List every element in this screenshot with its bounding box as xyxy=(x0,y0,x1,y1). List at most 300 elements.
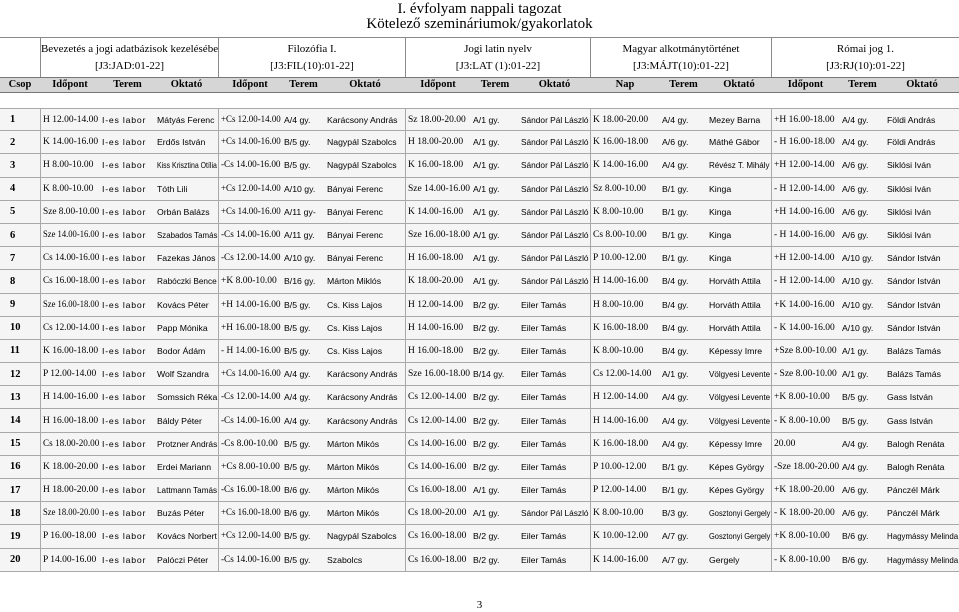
cell-time xyxy=(40,317,100,339)
cell-teacher xyxy=(707,386,771,408)
cell-room-text: I-es labor xyxy=(102,253,147,264)
course-code: [J3:LAT (1):01-22] xyxy=(455,59,541,72)
cell-room xyxy=(282,479,325,501)
cell-teacher xyxy=(519,270,590,292)
cell-teacher xyxy=(519,386,590,408)
cell-room xyxy=(660,109,707,130)
cell-teacher-text: Siklósi Iván xyxy=(887,230,931,241)
cell-group-text: 20 xyxy=(10,554,21,566)
cell-time-text: - K 8.00-10.00 xyxy=(774,554,830,565)
cell-room-text: A/6 gy. xyxy=(842,206,869,217)
cell-teacher-text: Eiler Tamás xyxy=(521,461,567,472)
cell-teacher xyxy=(325,247,405,269)
cell-room-text: B/1 gy. xyxy=(662,206,689,217)
column-header-teacher: Oktató xyxy=(170,79,203,90)
cell-teacher-text: Völgyesi Levente xyxy=(709,392,771,403)
cell-time xyxy=(590,479,660,501)
cell-time xyxy=(771,433,840,455)
cell-time-text: +H 12.00-14.00 xyxy=(774,253,835,264)
cell-teacher-text: Földi András xyxy=(887,137,936,148)
cell-room-text: B/5 gy. xyxy=(284,461,311,472)
cell-room-text: A/4 gy. xyxy=(662,114,689,125)
cell-time xyxy=(590,270,660,292)
cell-room-text: B/1 gy. xyxy=(662,461,689,472)
cell-room xyxy=(471,201,519,223)
cell-teacher-text: Gergely xyxy=(709,554,740,565)
cell-room-text: B/6 gy. xyxy=(284,508,311,519)
cell-teacher-text: Karácsony András xyxy=(327,392,398,403)
cell-room xyxy=(100,479,155,501)
cell-room-text: B/3 gy. xyxy=(662,508,689,519)
table-row xyxy=(0,409,959,432)
page-number: 3 xyxy=(476,599,483,611)
cell-teacher xyxy=(707,294,771,316)
cell-room-text: A/7 gy. xyxy=(662,531,689,542)
cell-time xyxy=(405,456,471,478)
cell-room-text: B/5 gy. xyxy=(284,438,311,449)
cell-teacher-text: Kiss Krisztina Otília xyxy=(157,160,217,171)
cell-room-text: A/10 gy. xyxy=(284,183,316,194)
cell-room-text: B/14 gy. xyxy=(473,369,505,380)
cell-teacher-text: Cs. Kiss Lajos xyxy=(327,322,383,333)
cell-teacher xyxy=(707,549,771,571)
cell-time-text: H 16.00-18.00 xyxy=(408,345,464,356)
cell-room xyxy=(660,178,707,200)
cell-time xyxy=(40,502,100,524)
cell-teacher-text: Képes György xyxy=(709,485,765,496)
cell-teacher-text: Horváth Attila xyxy=(709,276,761,287)
cell-room xyxy=(660,224,707,246)
cell-room xyxy=(660,525,707,547)
course-name: Jogi latin nyelv xyxy=(464,42,532,55)
cell-time xyxy=(771,224,840,246)
cell-teacher-text: Márton Mikós xyxy=(327,461,380,472)
cell-room-text: A/10 gy. xyxy=(842,322,874,333)
cell-time xyxy=(590,456,660,478)
cell-time-text: H 8.00-10.00 xyxy=(593,299,644,310)
cell-room-text: B/5 gy. xyxy=(842,415,869,426)
cell-time xyxy=(590,201,660,223)
cell-time-text: H 14.00-16.00 xyxy=(593,415,649,426)
course-name: Bevezetés a jogi adatbázisok kezelésébe xyxy=(40,42,218,55)
cell-teacher-text: Eiler Tamás xyxy=(521,299,567,310)
cell-room-text: I-es labor xyxy=(102,415,147,426)
cell-teacher xyxy=(325,340,405,362)
cell-teacher xyxy=(519,525,590,547)
cell-time xyxy=(218,386,282,408)
cell-time-text: -Cs 14.00-16.00 xyxy=(221,230,281,241)
cell-time-text: H 12.00-14.00 xyxy=(593,392,649,403)
cell-time xyxy=(771,131,840,153)
cell-teacher xyxy=(155,502,218,524)
cell-time xyxy=(771,340,840,362)
cell-group-text: 6 xyxy=(10,229,16,241)
cell-teacher-text: Sándor István xyxy=(887,253,941,264)
cell-room xyxy=(840,224,885,246)
cell-room xyxy=(660,340,707,362)
cell-teacher-text: Balázs Tamás xyxy=(887,369,941,380)
cell-time-text: Cs 14.00-16.00 xyxy=(408,438,467,449)
cell-teacher-text: Képessy Imre xyxy=(709,345,763,356)
cell-time xyxy=(218,340,282,362)
cell-teacher-text: Wolf Szandra xyxy=(157,369,209,380)
cell-time xyxy=(771,317,840,339)
cell-teacher xyxy=(155,294,218,316)
course-header-row xyxy=(0,37,959,77)
cell-teacher-text: Kovács Norbert xyxy=(157,531,217,542)
course-header xyxy=(405,37,590,77)
cell-group-text: 12 xyxy=(10,368,21,380)
cell-teacher-text: Sándor Pál László xyxy=(521,160,589,171)
page-title: I. évfolyam nappali tagozat xyxy=(397,1,562,17)
cell-teacher-text: Papp Mónika xyxy=(157,322,208,333)
cell-time xyxy=(40,386,100,408)
cell-time xyxy=(218,317,282,339)
cell-teacher-text: Bodor Ádám xyxy=(157,345,206,356)
cell-room-text: I-es labor xyxy=(102,554,147,565)
cell-teacher-text: Palóczi Péter xyxy=(157,554,209,565)
cell-room xyxy=(282,131,325,153)
cell-teacher xyxy=(707,340,771,362)
cell-time xyxy=(218,456,282,478)
cell-room xyxy=(840,433,885,455)
cell-room-text: A/1 gy. xyxy=(473,230,500,241)
cell-teacher xyxy=(885,363,959,385)
cell-teacher xyxy=(707,409,771,431)
cell-time-text: +Cs 12.00-14.00 xyxy=(221,183,281,194)
cell-room xyxy=(471,109,519,130)
cell-room-text: B/6 gy. xyxy=(284,485,311,496)
cell-teacher-text: Mátyás Ferenc xyxy=(157,114,215,125)
cell-teacher xyxy=(325,502,405,524)
cell-time xyxy=(590,386,660,408)
cell-teacher xyxy=(707,224,771,246)
cell-teacher-text: Bányai Ferenc xyxy=(327,253,384,264)
cell-room xyxy=(840,456,885,478)
cell-teacher xyxy=(325,224,405,246)
column-header-room: Terem xyxy=(113,79,142,90)
cell-time-text: Cs 8.00-10.00 xyxy=(593,230,647,241)
cell-time xyxy=(405,340,471,362)
course-header xyxy=(40,37,218,77)
cell-teacher-text: Eiler Tamás xyxy=(521,438,567,449)
cell-room-text: A/4 gy. xyxy=(842,114,869,125)
cell-room xyxy=(282,294,325,316)
cell-room xyxy=(100,224,155,246)
cell-teacher-text: Erdős István xyxy=(157,137,206,148)
cell-room xyxy=(660,317,707,339)
cell-room xyxy=(471,178,519,200)
cell-time xyxy=(405,549,471,571)
cell-time xyxy=(405,154,471,176)
cell-time-text: K 8.00-10.00 xyxy=(593,206,644,217)
cell-room xyxy=(282,386,325,408)
cell-room-text: B/4 gy. xyxy=(662,345,689,356)
cell-room xyxy=(471,386,519,408)
cell-time-text: Sze 16.00-18.00 xyxy=(408,230,471,241)
cell-time-text: K 14.00-16.00 xyxy=(408,206,464,217)
cell-room-text: I-es labor xyxy=(102,299,147,310)
cell-teacher-text: Márton Mikós xyxy=(327,485,380,496)
cell-room xyxy=(282,340,325,362)
cell-group xyxy=(0,340,40,362)
cell-room-text: A/4 gy. xyxy=(842,137,869,148)
table-row xyxy=(0,479,959,502)
cell-teacher xyxy=(519,109,590,130)
cell-room xyxy=(840,479,885,501)
cell-time-text: K 14.00-16.00 xyxy=(593,160,649,171)
cell-teacher-text: Sándor Pál László xyxy=(521,508,589,519)
table-row xyxy=(0,131,959,154)
cell-room-text: A/4 gy. xyxy=(284,369,311,380)
cell-room xyxy=(282,201,325,223)
cell-room xyxy=(660,386,707,408)
cell-time xyxy=(40,549,100,571)
cell-time xyxy=(40,363,100,385)
cell-room-text: A/1 gy. xyxy=(473,137,500,148)
cell-room-text: B/5 gy. xyxy=(284,322,311,333)
cell-time xyxy=(590,502,660,524)
cell-time xyxy=(405,317,471,339)
cell-time xyxy=(40,201,100,223)
cell-teacher-text: Balogh Renáta xyxy=(887,461,945,472)
cell-teacher xyxy=(155,363,218,385)
cell-time-text: Sze 8.00-10.00 xyxy=(43,206,100,217)
cell-teacher-text: Pánczél Márk xyxy=(887,485,940,496)
cell-room-text: A/4 gy. xyxy=(284,392,311,403)
cell-room-text: I-es labor xyxy=(102,322,147,333)
cell-room xyxy=(100,109,155,130)
cell-room-text: B/2 gy. xyxy=(473,531,500,542)
cell-group xyxy=(0,109,40,130)
cell-room-text: B/5 gy. xyxy=(842,392,869,403)
cell-teacher xyxy=(885,154,959,176)
cell-teacher xyxy=(519,154,590,176)
cell-teacher xyxy=(885,502,959,524)
column-header-teacher: Oktató xyxy=(538,79,571,90)
cell-time-text: -Cs 12.00-14.00 xyxy=(221,253,281,264)
cell-teacher xyxy=(519,294,590,316)
cell-group xyxy=(0,479,40,501)
cell-room-text: A/6 gy. xyxy=(662,137,689,148)
cell-time-text: Sz 18.00-20.00 xyxy=(408,114,466,125)
cell-group-text: 13 xyxy=(10,391,21,403)
cell-room-text: A/10 gy. xyxy=(284,253,316,264)
cell-time-text: -Sze 18.00-20.00 xyxy=(774,461,840,472)
cell-teacher-text: Szabolcs xyxy=(327,554,363,565)
cell-teacher-text: Sándor Pál László xyxy=(521,137,589,148)
cell-teacher xyxy=(885,479,959,501)
cell-room xyxy=(840,154,885,176)
cell-time xyxy=(771,270,840,292)
cell-room xyxy=(100,549,155,571)
cell-teacher-text: Pánczél Márk xyxy=(887,508,940,519)
cell-teacher xyxy=(885,247,959,269)
cell-room xyxy=(660,502,707,524)
cell-teacher-text: Lattmann Tamás xyxy=(157,485,218,496)
cell-teacher-text: Karácsony András xyxy=(327,415,398,426)
cell-group-text: 7 xyxy=(10,252,16,264)
cell-time xyxy=(40,224,100,246)
cell-room-text: I-es labor xyxy=(102,485,147,496)
cell-teacher-text: Eiler Tamás xyxy=(521,345,567,356)
cell-room-text: B/2 gy. xyxy=(473,415,500,426)
cell-time xyxy=(218,479,282,501)
cell-time xyxy=(218,201,282,223)
cell-teacher-text: Bányai Ferenc xyxy=(327,206,384,217)
cell-teacher-text: Képes György xyxy=(709,461,765,472)
cell-teacher xyxy=(519,363,590,385)
cell-room-text: A/1 gy. xyxy=(842,369,869,380)
cell-teacher-text: Földi András xyxy=(887,114,936,125)
cell-teacher-text: Nagypál Szabolcs xyxy=(327,531,397,542)
cell-room-text: B/1 gy. xyxy=(662,230,689,241)
cell-teacher-text: Révész T. Mihály xyxy=(709,160,770,171)
cell-teacher-text: Somssich Réka xyxy=(157,392,218,403)
cell-time xyxy=(405,270,471,292)
cell-room xyxy=(471,456,519,478)
cell-room-text: A/1 gy. xyxy=(473,276,500,287)
cell-group-text: 17 xyxy=(10,484,21,496)
cell-time-text: H 18.00-20.00 xyxy=(408,137,464,148)
cell-teacher xyxy=(325,549,405,571)
cell-room xyxy=(282,154,325,176)
cell-teacher-text: Kinga xyxy=(709,230,732,241)
cell-room-text: A/10 gy. xyxy=(842,276,874,287)
cell-teacher xyxy=(707,201,771,223)
table-row xyxy=(0,108,959,131)
cell-time xyxy=(405,109,471,130)
cell-time-text: P 10.00-12.00 xyxy=(593,461,647,472)
cell-time-text: H 12.00-14.00 xyxy=(408,299,464,310)
cell-time xyxy=(405,201,471,223)
cell-group-text: 14 xyxy=(10,415,21,427)
cell-teacher xyxy=(707,270,771,292)
cell-time xyxy=(771,109,840,130)
course-code: [J3:JAD:01-22] xyxy=(94,59,165,72)
cell-teacher xyxy=(155,178,218,200)
cell-time-text: +Cs 16.00-18.00 xyxy=(221,508,281,519)
cell-group-text: 11 xyxy=(10,345,20,357)
cell-time xyxy=(771,525,840,547)
cell-room xyxy=(660,201,707,223)
cell-teacher-text: Márton Miklós xyxy=(327,276,382,287)
cell-time xyxy=(405,178,471,200)
cell-room xyxy=(840,109,885,130)
cell-teacher xyxy=(519,502,590,524)
course-name: Filozófia I. xyxy=(287,42,337,55)
cell-group-text: 16 xyxy=(10,461,21,473)
cell-teacher-text: Márton Mikós xyxy=(327,508,380,519)
cell-room xyxy=(471,224,519,246)
cell-room xyxy=(840,363,885,385)
cell-time xyxy=(218,178,282,200)
cell-room-text: I-es labor xyxy=(102,206,147,217)
cell-room xyxy=(282,224,325,246)
cell-room-text: A/6 gy. xyxy=(842,230,869,241)
cell-time-text: K 14.00-16.00 xyxy=(593,554,649,565)
cell-teacher xyxy=(155,270,218,292)
cell-room-text: A/11 gy- xyxy=(284,206,316,217)
cell-room-text: B/5 gy. xyxy=(284,160,311,171)
cell-room xyxy=(100,201,155,223)
cell-group-text: 1 xyxy=(10,114,16,126)
cell-room xyxy=(840,525,885,547)
cell-teacher xyxy=(885,386,959,408)
cell-room-text: B/4 gy. xyxy=(662,299,689,310)
cell-time xyxy=(590,178,660,200)
cell-room xyxy=(660,270,707,292)
column-header-room: Terem xyxy=(289,79,318,90)
cell-teacher-text: Cs. Kiss Lajos xyxy=(327,299,383,310)
cell-room xyxy=(100,131,155,153)
cell-time-text: -Cs 16.00-18.00 xyxy=(221,485,281,496)
cell-room-text: B/1 gy. xyxy=(662,253,689,264)
cell-time-text: Cs 16.00-18.00 xyxy=(408,554,467,565)
table-row xyxy=(0,549,959,572)
table-row xyxy=(0,317,959,340)
cell-teacher-text: Rabóczki Bence xyxy=(157,276,217,287)
page-subtitle: Kötelező szemináriumok/gyakorlatok xyxy=(366,16,593,32)
cell-teacher xyxy=(325,178,405,200)
cell-teacher xyxy=(519,409,590,431)
column-header-teacher: Oktató xyxy=(349,79,381,90)
cell-time-text: K 18.00-20.00 xyxy=(43,461,99,472)
cell-time xyxy=(218,549,282,571)
cell-room xyxy=(660,433,707,455)
cell-room xyxy=(840,178,885,200)
cell-room-text: I-es labor xyxy=(102,345,147,356)
cell-teacher xyxy=(707,178,771,200)
cell-room xyxy=(282,317,325,339)
cell-room-text: B/4 gy. xyxy=(662,322,689,333)
cell-time xyxy=(771,502,840,524)
cell-room-text: A/4 gy. xyxy=(662,160,689,171)
cell-teacher xyxy=(885,409,959,431)
cell-teacher-text: Mezey Barna xyxy=(709,114,761,125)
cell-room-text: B/2 gy. xyxy=(473,461,500,472)
cell-time xyxy=(771,549,840,571)
cell-room-text: A/6 gy. xyxy=(842,160,869,171)
cell-room-text: I-es labor xyxy=(102,114,147,125)
cell-time xyxy=(590,131,660,153)
column-header-time: Időpont xyxy=(420,79,456,90)
cell-time-text: K 8.00-10.00 xyxy=(43,183,94,194)
cell-teacher xyxy=(885,433,959,455)
cell-teacher-text: Gosztonyi Gergely xyxy=(709,531,771,542)
cell-time-text: K 14.00-16.00 xyxy=(43,137,99,148)
cell-room xyxy=(840,201,885,223)
cell-room-text: A/6 gy. xyxy=(842,485,869,496)
cell-room-text: A/4 gy. xyxy=(662,438,689,449)
cell-group xyxy=(0,409,40,431)
cell-room xyxy=(471,270,519,292)
cell-room-text: A/11 gy. xyxy=(284,230,315,241)
cell-teacher-text: Hagymássy Melinda xyxy=(887,554,959,565)
cell-teacher xyxy=(325,270,405,292)
cell-room-text: A/1 gy. xyxy=(473,206,500,217)
cell-room-text: I-es labor xyxy=(102,508,147,519)
cell-group xyxy=(0,247,40,269)
cell-room xyxy=(100,525,155,547)
cell-teacher xyxy=(155,224,218,246)
cell-room xyxy=(471,409,519,431)
cell-time-text: - Sze 8.00-10.00 xyxy=(774,369,837,380)
cell-teacher xyxy=(885,549,959,571)
cell-time-text: +H 16.00-18.00 xyxy=(774,114,835,125)
cell-room xyxy=(100,270,155,292)
cell-room-text: A/10 gy. xyxy=(842,299,874,310)
